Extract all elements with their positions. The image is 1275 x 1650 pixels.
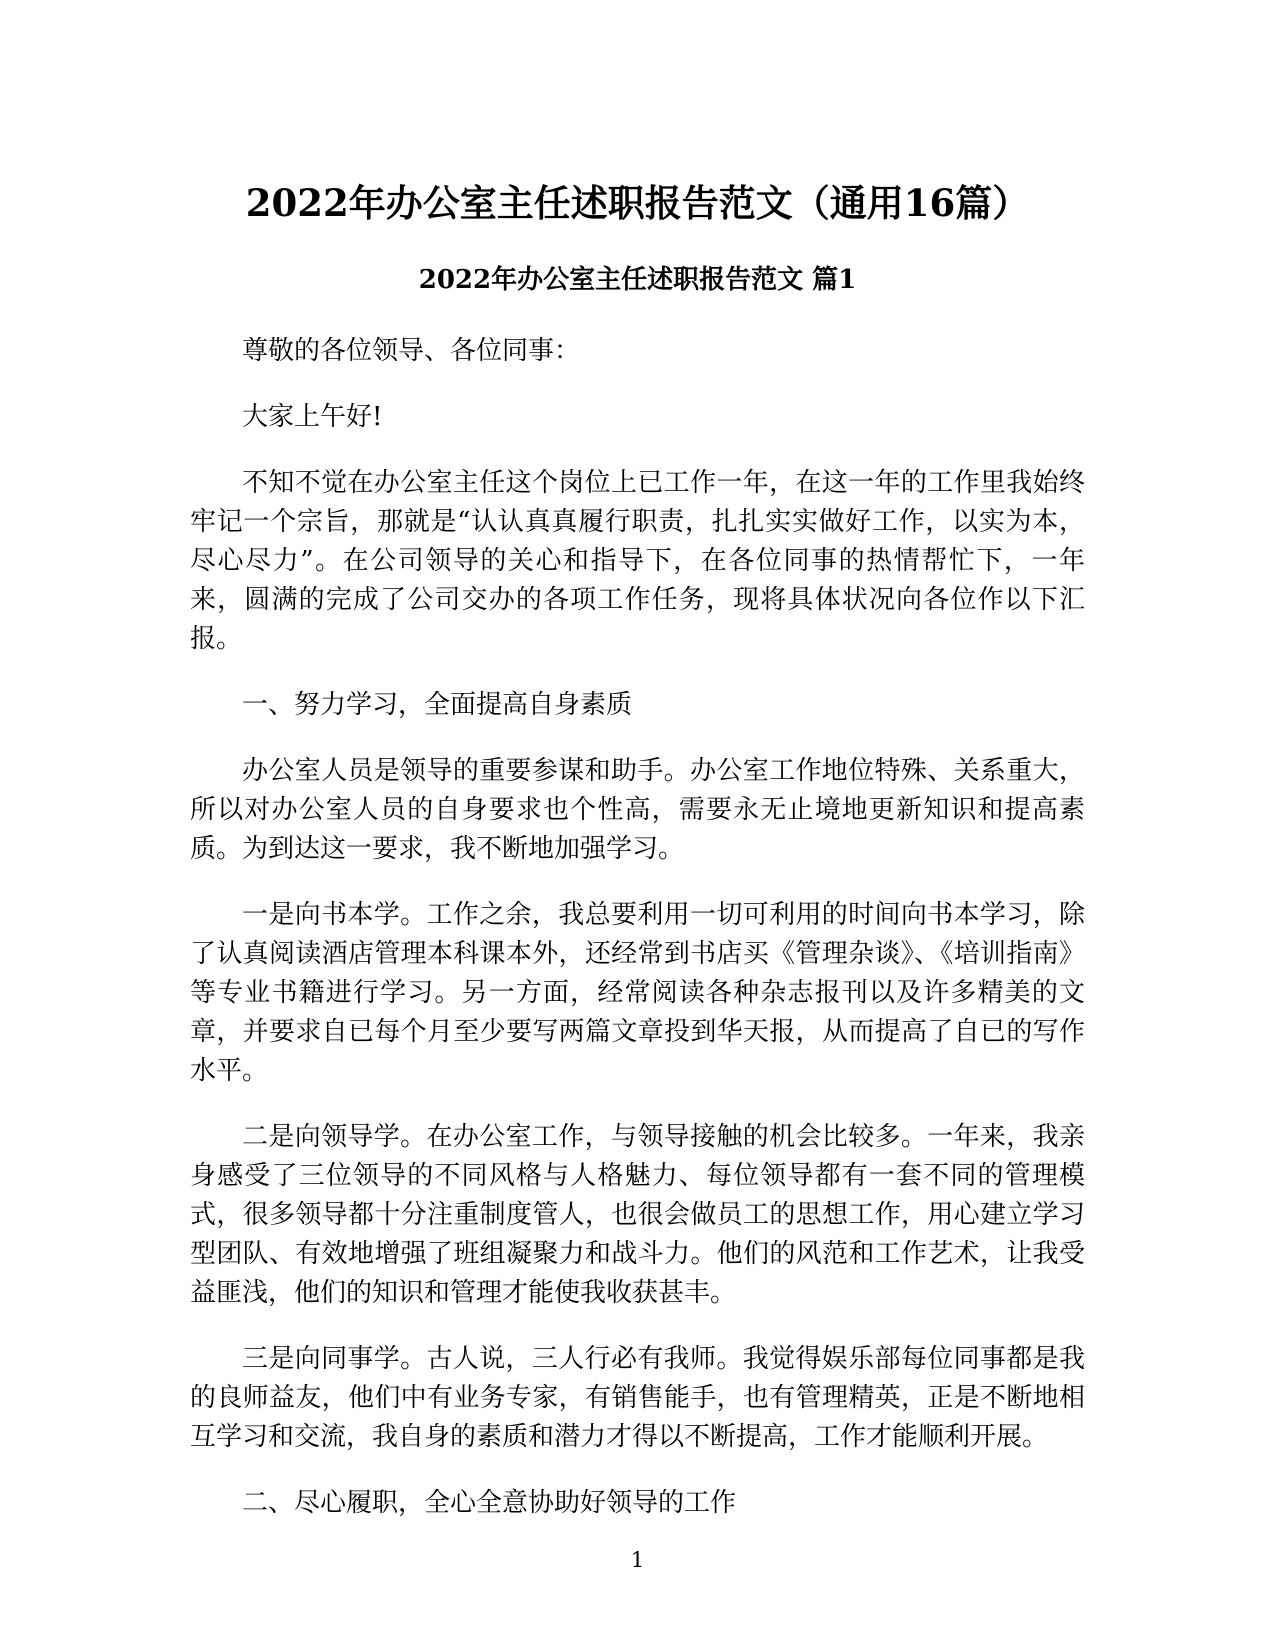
document-title: 2022年办公室主任述职报告范文（通用16篇） (245, 181, 1030, 225)
paragraph-greeting: 大家上午好! (242, 402, 383, 432)
heading-part-one: 一、努力学习，全面提高自身素质 (242, 690, 633, 720)
paragraph-learn-colleagues: 三是向同事学。古人说，三人行必有我师。我觉得娱乐部每位同事都是我的良师益友，他们中有业务专家，有销售能手，也有管理精英，正是不断地相互学习和交流，我自身的素质和潜力才得以不断提高，工作才能顺利开展。 (190, 1344, 1085, 1452)
heading-part-two: 二、尽心履职，全心全意协助好领导的工作 (242, 1488, 737, 1518)
paragraph-salutation: 尊敬的各位领导、各位同事： (242, 336, 581, 366)
page-number: 1 (630, 1548, 645, 1572)
document-body (190, 332, 1085, 1550)
paragraph-learn-books: 一是向书本学。工作之余，我总要利用一切可利用的时间向书本学习，除了认真阅读酒店管理本科课本外，还经常到书店买《管理杂谈》、《培训指南》等专业书籍进行学习。另一方面，经常阅读各种杂志报刊以及许多精美的文章，并要求自已每个月至少要写两篇文章投到华天报，从而提高了自已的写作水平。 (190, 900, 1085, 1086)
paragraph-office-staff: 办公室人员是领导的重要参谋和助手。办公室工作地位特殊、关系重大，所以对办公室人员的自身要求也个性高，需要永无止境地更新知识和提高素质。为到达这一要求，我不断地加强学习。 (190, 756, 1085, 864)
paragraph-intro: 不知不觉在办公室主任这个岗位上已工作一年，在这一年的工作里我始终牢记一个宗旨，那就是“认认真真履行职责，扎扎实实做好工作，以实为本，尽心尽力”。在公司领导的关心和指导下，在各位同事的热情帮忙下，一年来，圆满的完成了公司交办的各项工作任务，现将具体状况向各位作以下汇报。 (190, 468, 1085, 654)
section-title: 2022年办公室主任述职报告范文 篇1 (418, 265, 857, 295)
paragraph-learn-leaders: 二是向领导学。在办公室工作，与领导接触的机会比较多。一年来，我亲身感受了三位领导的不同风格与人格魅力、每位领导都有一套不同的管理模式，很多领导都十分注重制度管人，也很会做员工的思想工作，用心建立学习型团队、有效地增强了班组凝聚力和战斗力。他们的风范和工作艺术，让我受益匪浅，他们的知识和管理才能使我收获甚丰。 (190, 1122, 1085, 1308)
